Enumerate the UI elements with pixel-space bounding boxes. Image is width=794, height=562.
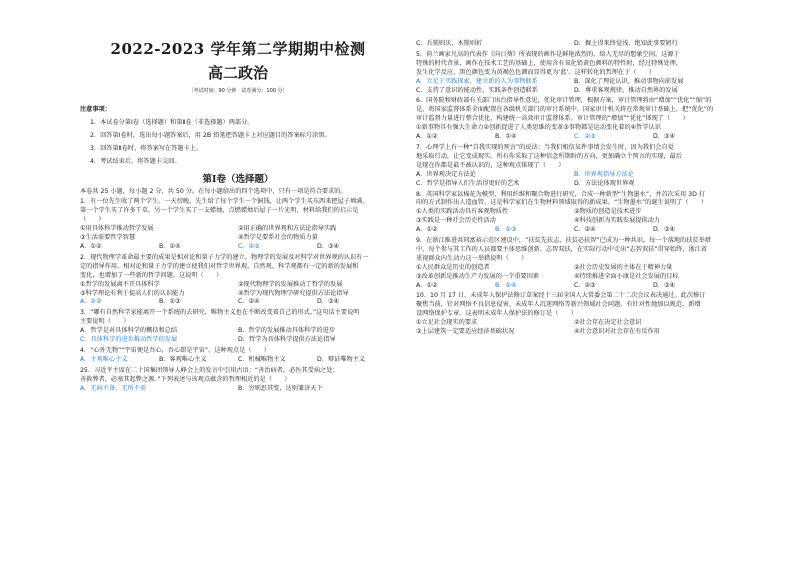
question-stem: 1．有一位先生收了两个学生。一天傍晚，先生给了每个学生一个铜钱，让两个学生买东西来把屋子填满。 bbox=[80, 198, 369, 206]
notes-heading: 注意事项： bbox=[80, 106, 111, 113]
question-stem: 10．10 月 17 日，未成年人保护法修订草案经十三届全国人大常委会第二十二次会议表决通过。此次修订 bbox=[416, 292, 706, 300]
left-column bbox=[80, 0, 396, 562]
option: A．立足于实践探索，建立新的人为事物联系 bbox=[416, 77, 538, 85]
choice: C．机械唯物主义 bbox=[238, 355, 286, 363]
option: A．世界观决定方法论 bbox=[416, 170, 476, 178]
option-row bbox=[416, 78, 732, 87]
choice: C．②③ bbox=[238, 242, 260, 250]
question-stem: 5．荷兰画家凡高的代表作《向日葵》所表现的画作是鲜艳浓烈的，给人无尽的想象空间。这源于 bbox=[416, 50, 680, 58]
choice-row bbox=[416, 226, 732, 235]
question-stem: 第一个学生买了许多干草，另一个学生买了一支蜡烛，点燃蜡烛后屋子一片光明，材料给我们的启示是 bbox=[80, 207, 359, 215]
choice: C．②④ bbox=[574, 226, 596, 234]
question bbox=[416, 97, 732, 142]
choice: A．①② bbox=[416, 226, 438, 234]
option: ②用正确的世界观和方法论指导实践 bbox=[238, 225, 337, 233]
choice: A．①② bbox=[80, 298, 102, 306]
exam-subject: 高二政治 bbox=[207, 64, 268, 82]
choice: B．①④ bbox=[495, 133, 517, 141]
option: D．方法论体现世界观 bbox=[574, 179, 635, 187]
option-row bbox=[416, 180, 732, 189]
question bbox=[416, 191, 732, 236]
question-stem: 变化，也增加了一些新的哲学问题。这说明（ ） bbox=[80, 271, 223, 279]
choice: B．客观唯心主义 bbox=[159, 355, 207, 363]
carryover-options bbox=[416, 40, 732, 49]
question-stem: 重视群众内生动力这一举措说明（ ） bbox=[416, 254, 528, 262]
question-stem: 7．心理学上有一种“自我实现的预言”的说法：当我们相信某件事情会发生时，因为我们会自觉 bbox=[416, 143, 674, 151]
option: ④社会意识对社会存在有反作用 bbox=[574, 328, 660, 336]
question-stem: 善救弊者，必塞其起弊之源。”下列表述与该观点蕴含的哲理相近的是（ ） bbox=[80, 375, 291, 383]
option: ①哲学的发展离不开具体科学 bbox=[80, 280, 160, 288]
question-stem: 25．习近平主席在二十国集团领导人峰会上的发言中引用古语：“善治病者，必医其受病之处； bbox=[80, 366, 339, 374]
question bbox=[80, 367, 396, 394]
exam-title: 2022-2023 学年第二学期期中检测 bbox=[110, 40, 366, 58]
option: ①人类的实践活动具有客观物质性 bbox=[416, 208, 509, 216]
section-intro: 本卷共 25 小题，每小题 2 分，共 50 分。在每小题给出的四个选项中，只有一项是符合要求的。 bbox=[80, 187, 347, 195]
option-row bbox=[80, 385, 396, 394]
question-stem: 地采取行动，让它变成现实。所有你采取了这种信念所期盼的方向，更加确立个预言的实现，最后 bbox=[416, 152, 683, 160]
option: ②现代物理学的发展推动了哲学的发展 bbox=[238, 280, 343, 288]
right-column bbox=[416, 0, 732, 562]
choice: D．③④ bbox=[317, 242, 340, 250]
option: ①人民群众是历史的创造者 bbox=[416, 263, 490, 271]
choice: B．①③ bbox=[495, 226, 517, 234]
question-stem: 审计监督力量进行整合优化，构建统一高效审计监督体系。审计管理的“增加”“优化”体现了（ ） bbox=[416, 115, 689, 123]
option: ①新事物具有强大生命力②创新促进了人类思维的变革③事物都是运动变化着的④哲学认识 bbox=[416, 124, 661, 132]
option: C．支持了意识的能动性，实践条件创造联系 bbox=[416, 86, 538, 94]
choice: B．①③ bbox=[159, 298, 181, 306]
question-stem: 主要说明（ ） bbox=[80, 318, 130, 326]
option: ④科技创新为实践发展提供动力 bbox=[574, 217, 660, 225]
option: ③实践是一种社会历史性活动 bbox=[416, 217, 496, 225]
option: B．深化了理论认识，推动事物向前发展 bbox=[574, 77, 684, 85]
option-row bbox=[416, 171, 732, 180]
option: C．兵锁则厌，木锁则折 bbox=[416, 40, 483, 47]
question bbox=[416, 292, 732, 337]
option-row bbox=[80, 290, 396, 299]
option: B．哲学的发展推动具体科学的进步 bbox=[238, 327, 336, 335]
option: ③改革创新是推动生产力发展的一个重要因素 bbox=[416, 272, 540, 280]
question bbox=[80, 198, 396, 251]
choice: B．①④ bbox=[495, 281, 517, 289]
question-stem: 8．英国科学家以棉花为模型，利用纤维和聚合物进行研究，合成一种新型“生物墨水”，并首次采用 3D 打 bbox=[416, 190, 706, 198]
question-stem: 是，将国家监督体系全面配置在各级机关部门的审计系统中，国家审计机关将在常规审计基础上，把“优化”的 bbox=[416, 106, 714, 114]
option-row bbox=[416, 264, 732, 273]
question-stem: 发生化学反应，黑色颜色变为黄褐色色调而显得更为‘蓝’。这样转化的哲理在于（ ） bbox=[416, 68, 656, 76]
choice: A．①② bbox=[80, 242, 102, 250]
option: ②物质的创造是技术进步 bbox=[574, 208, 642, 216]
option-row bbox=[416, 40, 732, 49]
choice: C．②③ bbox=[574, 281, 596, 289]
choice-row bbox=[80, 356, 396, 365]
option: A．哲学是对具体科学的概括和总结 bbox=[80, 327, 178, 335]
question-stem: 印的方式制作出人造血管。这是科学家们在生物材料领域取得的新成果。“生物墨水”的诞生说明了（ ） bbox=[416, 199, 708, 207]
choice: B．①④ bbox=[159, 242, 181, 250]
question-stem: 2．现代物理学革命最主要的成果是相对论和量子力学的建立。物理学的发展及对科学对世界观的认识有一 bbox=[80, 253, 369, 261]
choice: D．③④ bbox=[653, 133, 676, 141]
question-stem: 3．“哪有自然科学家能离开一个系统的去研究，唯物主义也在不断改变着自己的形式。”这句话主要说明 bbox=[80, 309, 360, 317]
question bbox=[80, 309, 396, 345]
option-row bbox=[80, 225, 396, 234]
choice: C．②④ bbox=[238, 298, 260, 306]
choice-row bbox=[416, 133, 732, 142]
choice-row bbox=[416, 282, 732, 291]
question bbox=[416, 51, 732, 96]
question-stem: 聚焦当前，针对网络不良信息侵害、未成年人沉迷网络等新兴领域社会问题，有针对性地加以规范，新增 bbox=[416, 301, 701, 309]
note-item: 3．回答第Ⅱ卷时，将答案写在答题卡上。 bbox=[90, 144, 203, 152]
option: ③上层建筑一定要适应经济基础状况 bbox=[416, 328, 515, 336]
choice: D．辩证唯物主义 bbox=[317, 355, 366, 363]
option: C．哲学是指导人们生活得更好的艺术 bbox=[416, 179, 520, 187]
choice: D．③④ bbox=[653, 226, 676, 234]
option-row bbox=[80, 234, 396, 243]
choice: C．②③ bbox=[574, 133, 596, 141]
choice: D．③④ bbox=[317, 298, 340, 306]
option-row bbox=[416, 124, 732, 133]
question-stem: 9．在浙江推进共同富裕示范区建设中，“扶贫先扶志，扶贫必扶智”已成为一种共识。每一个落地的扶贫举措 bbox=[416, 237, 711, 245]
exam-meta: ［考试时间：90 分钟 试卷满分：100 分］ bbox=[188, 88, 288, 94]
option-row bbox=[416, 217, 732, 226]
option-row bbox=[416, 87, 732, 96]
option: ②社会历史发展的主体在于精神力量 bbox=[574, 263, 673, 271]
question bbox=[80, 254, 396, 307]
question-stem: 特殊的时代背景，画作在技术工艺的基础上，使用含有氧化铅黄色颜料的特性时，经过特殊处理， bbox=[416, 59, 683, 67]
choice-row bbox=[80, 243, 396, 252]
note-item: 2．回答第Ⅰ卷时，选出每小题答案后，用 2B 铅笔把答题卡上对应题目的答案标号涂黑。 bbox=[90, 131, 331, 139]
note-item: 1．本试卷分第Ⅰ卷（选择题）和第Ⅱ卷（非选择题）两部分。 bbox=[90, 118, 254, 126]
option-row bbox=[416, 319, 732, 328]
right-question-list bbox=[416, 51, 732, 337]
choice: A．①② bbox=[416, 281, 438, 289]
option: A．无病不备，无所不需 bbox=[80, 384, 147, 392]
notes bbox=[80, 106, 396, 167]
option: ①立足社会现实的要求 bbox=[416, 319, 478, 327]
option-row bbox=[416, 273, 732, 282]
option: ④哲学是要系社会的物质力量 bbox=[238, 234, 318, 242]
option: ①用具体科学推动哲学发展 bbox=[80, 225, 154, 233]
option: B．世界观指导方法论 bbox=[574, 170, 634, 178]
question-stem: 设网络保护专章。这表明未成年人保护法的修订是（ ） bbox=[416, 310, 577, 318]
question bbox=[416, 144, 732, 189]
option-row bbox=[416, 208, 732, 217]
question-stem: 4．“心外无物”“宇宙便是吾心，吾心即是宇宙”，这种观点是（ ） bbox=[80, 346, 271, 354]
note-item: 4．考试结束后，将答题卡交回。 bbox=[90, 157, 181, 165]
choice: D．③④ bbox=[653, 281, 676, 289]
option: ④持续推进全面小康是社会发展的目标 bbox=[574, 272, 679, 280]
choice: A．主观唯心主义 bbox=[80, 355, 128, 363]
section-title: 第Ⅰ卷（选择题） bbox=[202, 173, 274, 185]
option-row bbox=[80, 327, 396, 336]
option: ③生活需要哲学智慧 bbox=[80, 234, 136, 242]
question bbox=[80, 347, 396, 365]
option: ④哲学为现代物理学研究提供方法论指导 bbox=[238, 289, 349, 297]
option: ②社会存在决定社会意识 bbox=[574, 319, 642, 327]
option: D．尊重客观规律，推动自然界的发展 bbox=[574, 86, 678, 94]
choice-row bbox=[80, 298, 396, 307]
question bbox=[416, 237, 732, 290]
question-stem: 中，每个参与其工作的人员都要主体思维创新。志智双扶，在实际行动中走出“志智双扶”贯穿始终，浙江省 bbox=[416, 245, 708, 253]
option-row bbox=[416, 328, 732, 337]
option: B．穷则思其变，达则兼济天下 bbox=[238, 384, 323, 392]
option: C．具体科学的进步推动哲学的发展 bbox=[80, 336, 178, 344]
option: D．哲学为具体科学提供方法论指导 bbox=[238, 336, 336, 344]
option: D．掘上得来终觉浅，绝知此事要躬行 bbox=[574, 40, 678, 47]
question-stem: （ ） bbox=[80, 216, 105, 224]
question-stem: 定的指导作用。相对论和量子力学的建立使我们对哲学世界观、自然观、科学观都有一定的新的发展和 bbox=[80, 262, 359, 270]
question-stem: 是现在你都是最不被认识的，这种观点体现了（ ） bbox=[416, 161, 565, 169]
choice: A．①② bbox=[416, 133, 438, 141]
left-question-list bbox=[80, 198, 396, 393]
option-row bbox=[80, 281, 396, 290]
option-row bbox=[80, 336, 396, 345]
option: ③科学理论有利于提高人们的认识能力 bbox=[80, 289, 185, 297]
question-stem: 6．国务院和财政部有关部门出台指导性意见，优化审计管理，根据方案，审计管理将由“增加”“优化”“缩”的 bbox=[416, 97, 712, 105]
